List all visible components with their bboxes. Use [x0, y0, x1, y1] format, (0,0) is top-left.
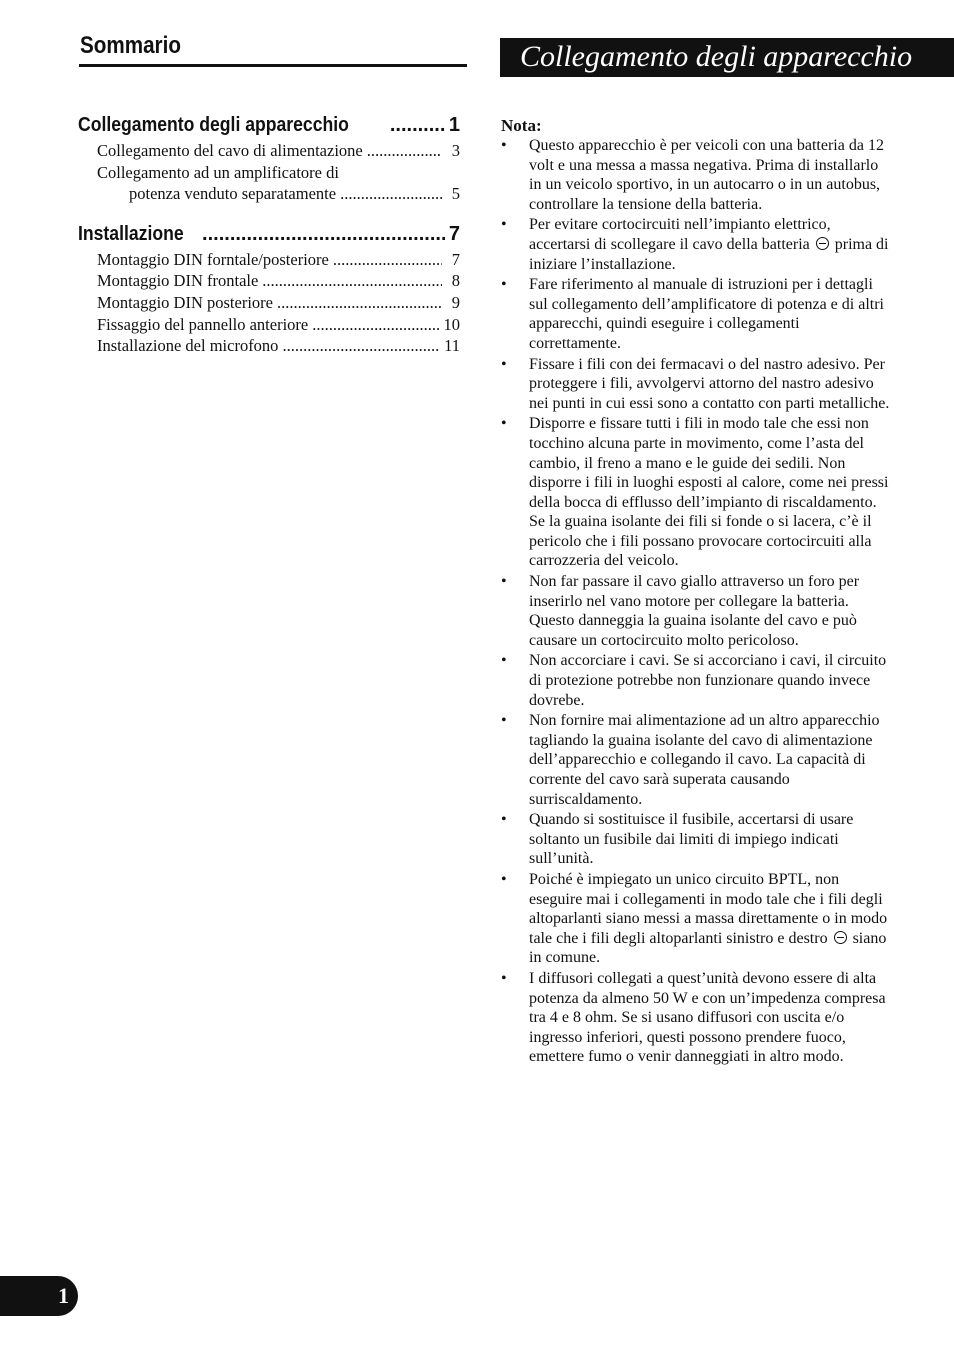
- circled-minus-icon: [834, 931, 847, 944]
- toc-page: 9: [451, 292, 460, 312]
- toc-item[interactable]: [78, 335, 460, 357]
- note-text: Non accorciare i cavi. Se si accorciano i cavi, il circuito di protezione potrebbe non funzionare quando invece dovrebe.: [529, 652, 887, 709]
- bullet-icon: •: [501, 969, 507, 987]
- toc-leader: [367, 140, 442, 162]
- toc-item-label: Fissaggio del pannello anteriore: [97, 314, 309, 334]
- bullet-icon: •: [501, 870, 507, 888]
- toc-item[interactable]: [78, 140, 460, 162]
- toc-item[interactable]: [78, 292, 460, 314]
- note-text: I diffusori collegati a quest’unità devono essere di alta potenza da almeno 50 W e con un’impedenza compresa tra 4 e 8 ohm. Se si usano diffusori con uscita e/o ingresso inferiori, questi possono prendere fuoco, emettere fumo o venir danneggiati in altro modo.: [529, 969, 886, 1066]
- toc-item-label: Montaggio DIN frontale: [97, 271, 259, 291]
- toc-leader: [312, 314, 439, 336]
- toc-item[interactable]: [78, 249, 460, 271]
- note-text: Per evitare cortocircuiti nell’impianto elettrico, accertarsi di scollegare il cavo della batteria: [529, 216, 831, 253]
- toc-leader: [333, 249, 442, 271]
- note-item: [501, 275, 891, 353]
- toc-leader: [390, 110, 445, 140]
- toc-page: 8: [451, 271, 460, 291]
- toc-page: 3: [451, 141, 460, 160]
- toc-item-label: potenza venduto separatamente: [129, 184, 337, 204]
- note-item: [501, 414, 891, 571]
- note-text: siano in comune.: [529, 929, 887, 967]
- section-banner: [500, 38, 954, 77]
- page-number: 1: [58, 1283, 69, 1308]
- toc-page: 7: [448, 222, 460, 245]
- bullet-icon: •: [501, 652, 507, 670]
- note-item: [501, 969, 891, 1067]
- toc-section-title: Collegamento degli apparecchio: [78, 114, 349, 136]
- toc-item[interactable]: [78, 314, 460, 336]
- note-item: [501, 810, 891, 869]
- circled-minus-icon: [816, 237, 829, 250]
- note-text: Non fornire mai alimentazione ad un altro apparecchio tagliando la guaina isolante del cavo di alimentazione dell’apparecchio e collegando il cavo. La capacità di corrente del cavo sarà superata causando surriscaldamento.: [529, 712, 880, 808]
- toc-item[interactable]: [78, 270, 460, 292]
- note-text: Questo apparecchio è per veicoli con una batteria da 12 volt e una messa a massa negativa. Prima di installarlo in un veicolo sportivo, in un autocarro o in un autobus, controllare la tensione della batteria.: [529, 137, 884, 213]
- note-item: [501, 651, 891, 710]
- bullet-icon: •: [501, 573, 507, 591]
- toc-leader: [277, 292, 442, 314]
- notes-section: [501, 115, 891, 1068]
- toc-section-title: Installazione: [78, 222, 184, 245]
- bullet-icon: •: [501, 216, 507, 234]
- note-text: Disporre e fissare tutti i fili in modo tale che essi non tocchino alcuna parte in movimento, come l’asta del cambio, il freno a mano e le guide dei sedili. Non disporre i fili in luoghi esposti al calore, come nei pressi della bocca di efflusso dell’impianto di riscaldamento. Se la guaina isolante dei fili si fonde o si lacera, c’è il pericolo che i fili possano provocare cortocircuiti alla carrozzeria del veicolo.: [529, 415, 889, 570]
- notes-label: Nota:: [501, 116, 542, 135]
- toc-leader: [262, 270, 442, 292]
- note-item: [501, 136, 891, 214]
- note-text: Quando si sostituisce il fusibile, accertarsi di usare soltanto un fusibile dai limiti di impiego indicati sull’unità.: [529, 811, 854, 868]
- summary-rule: [79, 64, 467, 67]
- toc-section-installation[interactable]: [78, 219, 460, 249]
- bullet-icon: •: [501, 276, 507, 294]
- page-number-tab: [0, 1276, 78, 1316]
- toc-leader: [340, 183, 442, 205]
- note-item: [501, 572, 891, 650]
- note-text: Poiché è impiegato un unico circuito BPTL, non eseguire mai i collegamenti in modo tale che i fili degli altoparlanti siano messi a massa direttamente o in modo tale che i fili degli altoparlanti sinistro e destro: [529, 870, 888, 947]
- summary-title: Sommario: [80, 32, 181, 59]
- toc-item-continued[interactable]: [78, 183, 460, 205]
- table-of-contents: [78, 110, 460, 357]
- toc-item-label: Installazione del microfono: [97, 336, 279, 356]
- toc-page: 1: [448, 114, 460, 136]
- note-text: Fare riferimento al manuale di istruzioni per i dettagli sul collegamento dell’amplificatore di potenza e di altri apparecchi, quindi eseguire i collegamenti correttamente.: [529, 276, 884, 352]
- bullet-icon: •: [501, 355, 507, 373]
- note-text: Fissare i fili con dei fermacavi o del nastro adesivo. Per proteggere i fili, avvolgervi attorno del nastro adesivo nei punti in cui essi sono a contatto con parti metalliche.: [529, 355, 890, 412]
- notes-list: [501, 136, 891, 1067]
- toc-section-connection[interactable]: [78, 110, 460, 140]
- banner-title: Collegamento degli apparecchio: [520, 40, 913, 73]
- note-item: [501, 711, 891, 809]
- toc-item-label: Montaggio DIN posteriore: [97, 292, 273, 312]
- note-item: [501, 870, 891, 968]
- toc-leader: [282, 335, 440, 357]
- toc-item-label: Montaggio DIN forntale/posteriore: [97, 249, 329, 269]
- toc-page: 10: [443, 314, 460, 334]
- toc-item[interactable]: [78, 162, 460, 184]
- toc-leader: [202, 219, 445, 249]
- toc-page: 5: [451, 184, 460, 204]
- note-item: [501, 355, 891, 414]
- bullet-icon: •: [501, 137, 507, 154]
- bullet-icon: •: [501, 811, 507, 829]
- toc-page: 7: [451, 249, 460, 269]
- bullet-icon: •: [501, 415, 507, 433]
- toc-page: 11: [444, 336, 460, 356]
- note-item: [501, 215, 891, 274]
- note-text: prima di iniziare l’installazione.: [529, 235, 889, 273]
- toc-item-label: Collegamento ad un amplificatore di: [97, 162, 339, 182]
- toc-item-label: Collegamento del cavo di alimentazione: [97, 141, 363, 160]
- bullet-icon: •: [501, 712, 507, 730]
- note-text: Non far passare il cavo giallo attraverso un foro per inserirlo nel vano motore per collegare la batteria. Questo danneggia la guaina isolante del cavo e può causare un cortocircuito molto pericoloso.: [529, 573, 860, 649]
